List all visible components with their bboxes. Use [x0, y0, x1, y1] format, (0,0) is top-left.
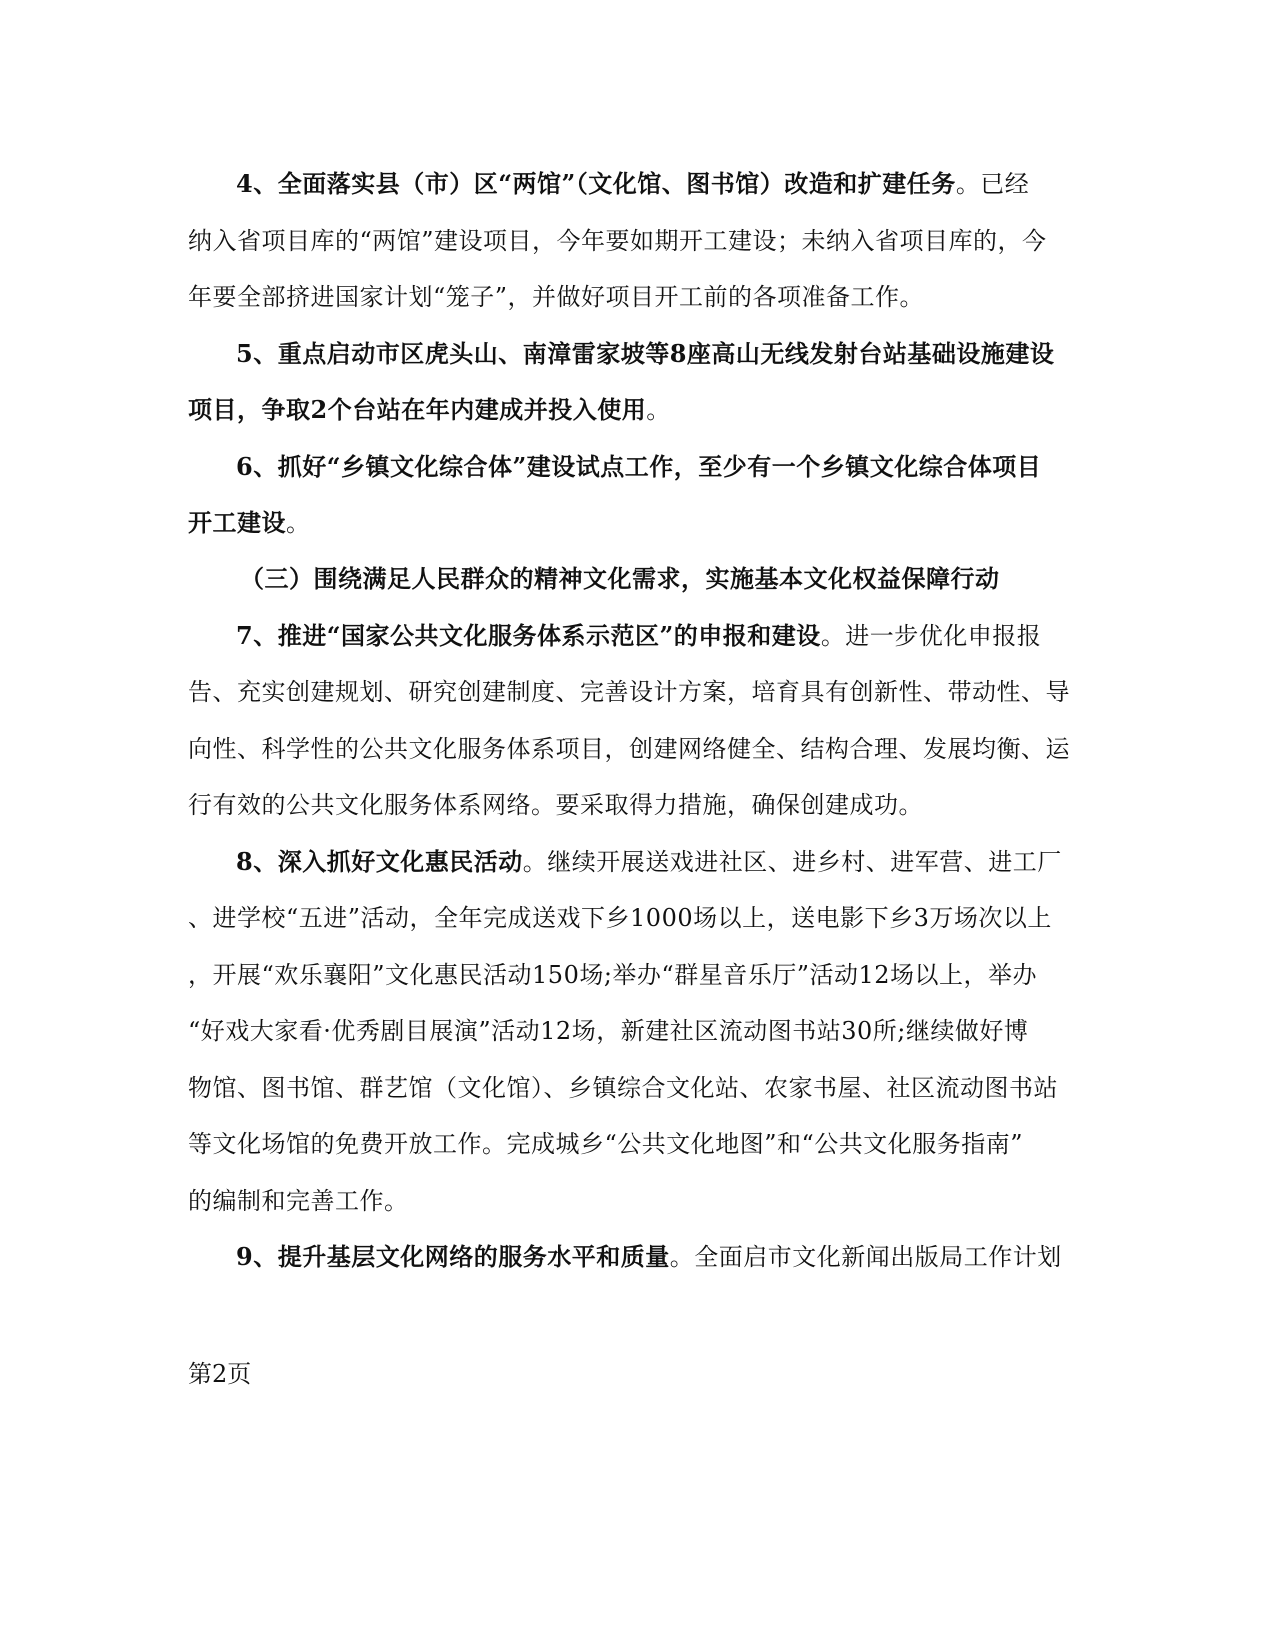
- paragraph-9-line-1: [236, 1241, 1136, 1273]
- paragraph-4-text: 。已经: [955, 170, 1030, 198]
- paragraph-7-text: 。进一步优化申报报: [820, 622, 1042, 650]
- paragraph-8-text: ，开展“欢乐襄阳”文化惠民活动150场;举办“群星音乐厅”活动12场以上，举办: [188, 961, 1038, 989]
- paragraph-8-line-4: [188, 1015, 1088, 1047]
- paragraph-8-line-3: [188, 959, 1088, 991]
- paragraph-8-line-7: [188, 1185, 1088, 1217]
- paragraph-7-heading: 7、推进“国家公共文化服务体系示范区”的申报和建设: [236, 621, 821, 650]
- page-number: 第2页: [188, 1360, 252, 1388]
- paragraph-5-heading: 5、重点启动市区虎头山、南漳雷家坡等8座高山无线发射台站基础设施建设: [236, 339, 1055, 368]
- paragraph-5-line-1: [236, 338, 1136, 370]
- paragraph-4-line-1: [236, 168, 1136, 200]
- paragraph-6-heading: 开工建设: [188, 508, 286, 537]
- paragraph-9-text: 。全面启市文化新闻出版局工作计划: [669, 1243, 1062, 1271]
- paragraph-4-line-3: [188, 281, 1088, 313]
- paragraph-7-line-3: [188, 733, 1088, 765]
- paragraph-8-text: 的编制和完善工作。: [188, 1187, 409, 1215]
- paragraph-7-line-4: [188, 789, 1088, 821]
- section-heading-3: [240, 563, 1140, 595]
- paragraph-8-line-6: [188, 1128, 1088, 1160]
- paragraph-6-line-2: [188, 507, 1088, 539]
- paragraph-8-line-5: [188, 1072, 1088, 1104]
- paragraph-6-heading: 6、抓好“乡镇文化综合体”建设试点工作，至少有一个乡镇文化综合体项目: [236, 452, 1042, 481]
- paragraph-6-text: 。: [286, 509, 311, 537]
- paragraph-7-text: 告、充实创建规划、研究创建制度、完善设计方案，培育具有创新性、带动性、导: [188, 678, 1070, 706]
- section-heading-text: （三）围绕满足人民群众的精神文化需求，实施基本文化权益保障行动: [240, 564, 1000, 593]
- paragraph-5-text: 。: [646, 396, 671, 424]
- paragraph-5-heading: 项目，争取2个台站在年内建成并投入使用: [188, 395, 647, 424]
- paragraph-7-line-1: [236, 620, 1136, 652]
- paragraph-7-text: 向性、科学性的公共文化服务体系项目，创建网络健全、结构合理、发展均衡、运: [188, 735, 1070, 763]
- paragraph-8-text: 等文化场馆的免费开放工作。完成城乡“公共文化地图”和“公共文化服务指南”: [188, 1130, 1024, 1158]
- paragraph-7-line-2: [188, 676, 1088, 708]
- paragraph-7-text: 行有效的公共文化服务体系网络。要采取得力措施，确保创建成功。: [188, 791, 923, 819]
- paragraph-6-line-1: [236, 451, 1136, 483]
- paragraph-8-text: 物馆、图书馆、群艺馆（文化馆）、乡镇综合文化站、农家书屋、社区流动图书站: [188, 1074, 1058, 1102]
- paragraph-8-heading: 8、深入抓好文化惠民活动: [236, 847, 523, 876]
- paragraph-8-text: “好戏大家看·优秀剧目展演”活动12场，新建社区流动图书站30所;继续做好博: [188, 1017, 1029, 1045]
- paragraph-5-line-2: [188, 394, 1088, 426]
- paragraph-8-text: 、进学校“五进”活动，全年完成送戏下乡1000场以上，送电影下乡3万场次以上: [188, 904, 1052, 932]
- paragraph-8-line-2: [188, 902, 1088, 934]
- paragraph-8-text: 。继续开展送戏进社区、进乡村、进军营、进工厂: [522, 848, 1062, 876]
- paragraph-9-heading: 9、提升基层文化网络的服务水平和质量: [236, 1242, 670, 1271]
- paragraph-4-text: 纳入省项目库的“两馆”建设项目，今年要如期开工建设；未纳入省项目库的，今: [188, 227, 1047, 255]
- paragraph-4-heading: 4、全面落实县（市）区“两馆”（文化馆、图书馆）改造和扩建任务: [236, 169, 956, 198]
- paragraph-4-line-2: [188, 225, 1088, 257]
- paragraph-8-line-1: [236, 846, 1136, 878]
- paragraph-4-text: 年要全部挤进国家计划“笼子”，并做好项目开工前的各项准备工作。: [188, 283, 925, 311]
